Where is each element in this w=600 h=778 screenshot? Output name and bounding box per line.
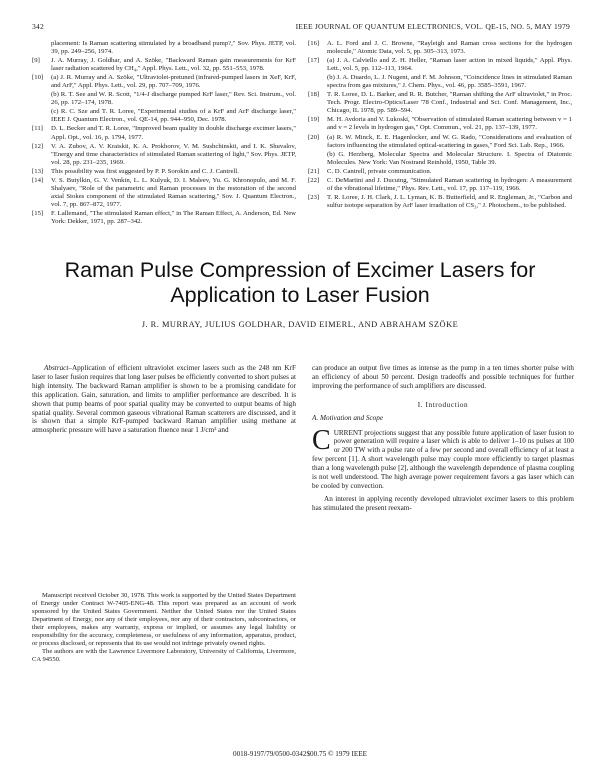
footnote-affiliation: The authors are with the Lawrence Livermore Laboratory, University of California, Livermore, CA 94550. bbox=[32, 647, 296, 663]
reference-entry bbox=[308, 168, 572, 176]
reference-text: C. D. Cantrell, private communication. bbox=[327, 167, 432, 175]
reference-text: V. A. Zubov, A. V. Kraiskii, K. A. Prokhorov, V. M. Sushchinskii, and I. K. Shuvalov, "Energy and time characteristics of stimulated Raman scattering of light," Sov. Phys. JETP, vol. 28, pp. 231–235, 1969. bbox=[51, 142, 296, 166]
title-line-2: Application to Laser Fusion bbox=[170, 283, 430, 307]
author-list: J. R. MURRAY, JULIUS GOLDHAR, DAVID EIMERL, AND ABRAHAM SZÖKE bbox=[141, 320, 459, 329]
reference-text: (a) R. W. Minck, E. E. Hagenlocker, and W. G. Rado, "Considerations and evaluation of factors influencing the stimulated optical-scattering in gases," Ford Sci. Lab. Rep., 1966. bbox=[327, 133, 572, 149]
reference-entry bbox=[32, 74, 296, 90]
reference-entry bbox=[308, 40, 572, 56]
references-left-column bbox=[32, 40, 296, 227]
reference-entry bbox=[308, 134, 572, 150]
reference-entry bbox=[32, 143, 296, 167]
reference-number: [16] bbox=[308, 40, 320, 47]
running-header bbox=[0, 22, 600, 34]
reference-text: M. H. Avdoria and V. Lukoski, "Observation of stimulated Raman scattering between v = 1 and v = 2 levels in hydrogen gas," Opt. Commun., vol. 21, pp. 137–139, 1977. bbox=[327, 116, 572, 132]
reference-number: [15] bbox=[32, 209, 44, 217]
reference-number: [21] bbox=[308, 167, 320, 175]
page-number: 342 bbox=[32, 22, 44, 31]
footnote-funding: Manuscript received October 30, 1978. This work is supported by the United States Department of Energy under Contract W-7405-ENG-48. This report was prepared as an account of work sponsored by the United States Government. Neither the United States nor the United States Department of Energy, nor any of their employees, nor any of their contractors, subcontractors, or their employees, makes any warranty, express or implied, or assumes any legal liability or responsibility for the accuracy, completeness, or usefulness of any information, apparatus, product, or process disclosed, or represents that its use would not infringe privately owned rights. bbox=[32, 592, 296, 647]
reference-entry bbox=[32, 168, 296, 176]
reference-number: [11] bbox=[32, 125, 43, 133]
reference-entry bbox=[32, 40, 296, 56]
reference-number: [9] bbox=[32, 57, 40, 65]
reference-text: This possibility was first suggested by P. P. Sorokin and C. J. Cantrell. bbox=[51, 167, 239, 175]
reference-entry bbox=[308, 91, 572, 115]
reference-text: F. Lallemand, "The stimulated Raman effect," in The Raman Effect, A. Anderson, Ed. New York: Dekker, 1971, pp. 287–342. bbox=[51, 209, 296, 225]
intro-paragraph-2: An interest in applying recently developed ultraviolet excimer lasers to this problem has stimulated the present reexam- bbox=[312, 494, 574, 512]
reference-number: [23] bbox=[308, 193, 320, 201]
reference-entry bbox=[32, 91, 296, 107]
reference-number: [13] bbox=[32, 167, 44, 175]
reference-text: placement: Is Raman scattering stimulated by a broadband pump?," Sov. Phys. JETP, vol. 39, pp. 249–256, 1974. bbox=[51, 40, 296, 56]
intro-text-1: URRENT projections suggest that any possible future application of laser fusion to power generation will require a laser which is able to deliver 1–10 ns pulses at 100 or 200 TW with a pulse rate of a few per second and overall efficiency of at least a few percent [1]. A short wavelength pulse may couple more efficiently to target plasmas than a long wavelength pulse [2], although the wavelength dependence of plasma coupling is not well understood. The high average power requirement favors a gas laser which can be cooled by convection. bbox=[312, 428, 574, 490]
journal-title: IEEE JOURNAL OF QUANTUM ELECTRONICS, VOL. QE-15, NO. 5, MAY 1979 bbox=[295, 22, 570, 31]
drop-cap: C bbox=[312, 424, 331, 456]
reference-entry bbox=[32, 210, 296, 226]
reference-entry bbox=[308, 57, 572, 73]
reference-text: (c) R. C. Sze and T. R. Loree, "Experimental studies of a KrF and ArF discharge laser," IEEE J. Quantum Electron., vol. QE-14, pp. 944–950, Dec. 1978. bbox=[51, 108, 296, 124]
section-heading-introduction: I. Introduction bbox=[417, 400, 469, 409]
reference-number: [20] bbox=[308, 133, 320, 141]
paper-title bbox=[0, 258, 600, 308]
reference-text: (a) J. A. Calviello and Z. H. Heller, "Raman laser action in mixed liquids," Appl. Phys. Lett., vol. 5, pp. 112–113, 1964. bbox=[327, 57, 572, 73]
right-text-column bbox=[312, 364, 574, 513]
abstract-text: –Application of efficient ultraviolet excimer lasers such as the 248 nm KrF laser to laser fusion requires that long laser pulses be efficiently converted to short pulses at high intensity. The backward Raman amplifier is shown to be a promising candidate for this application. Gain, saturation, and limits to amplifier performance are described. It is shown that pump beams of poor spatial quality may be converted to output beams of high spatial quality. Several common gaseous vibrational Raman scatterers are discussed, and it is shown that a simple KrF-pumped backward Raman amplifier using methane at atmospheric pressure will have a saturation fluence near 1 J/cm² and bbox=[32, 364, 296, 435]
reference-entry bbox=[308, 74, 572, 90]
intro-paragraph-1 bbox=[312, 424, 574, 491]
copyright-line: 0018-9197/79/0500-0342$00.75 © 1979 IEEE bbox=[232, 750, 368, 758]
reference-number: [10] bbox=[32, 74, 44, 82]
reference-number: [12] bbox=[32, 142, 44, 150]
abstract-continuation: can produce an output five times as intense as the pump in a ten times shorter pulse with an efficiency of about 50 percent. Design tradeoffs and possible techniques for further improving the performance of such amplifiers are discussed. bbox=[312, 364, 574, 390]
reference-text: T. R. Loree, J. H. Clark, J. L. Lyman, K. B. Butterfield, and R. Engleman, Jr., "Carbon and sulfur isotope separation by ArF laser irradiation of CS₂," J. Photochem., to be published. bbox=[327, 193, 572, 209]
reference-text: (b) J. A. Duardo, L. J. Nugent, and F. M. Johnson, "Coincidence lines in stimulated Raman spectra from gas mixtures," J. Chem. Phys., vol. 46, pp. 3585–3591, 1967. bbox=[327, 74, 572, 90]
title-line-1: Raman Pulse Compression of Excimer Lasers for bbox=[64, 258, 536, 282]
reference-text: V. S. Butylkin, G. V. Venkin, L. L. Kulyuk, D. I. Maleev, Yu. G. Khronopulo, and M. F. Shalyaev, "Role of the parametric and Raman processes in the restoration of the second axial Stokes component of the stimulated Raman scattering," Sov. J. Quantum Electron., vol. 7, pp. 867–872, 1977. bbox=[51, 176, 296, 208]
reference-entry bbox=[32, 125, 296, 141]
reference-number: [19] bbox=[308, 116, 320, 124]
reference-number: [22] bbox=[308, 176, 320, 184]
reference-text: (b) R. T. See and W. R. Scott, "1/4-J discharge pumped KrF laser," Rev. Sci. Instrum., vol. 26, pp. 172–174, 1978. bbox=[51, 91, 296, 107]
reference-text: (b) G. Herzberg, Molecular Spectra and Molecular Structure. I. Spectra of Diatomic Molecules. New York: Van Nostrand Reinhold, 1950, Table 39. bbox=[327, 150, 572, 166]
reference-text: (a) J. R. Murray and A. Szöke, "Ultraviolet-pretuned (infrared-pumped lasers in XeF, KrF, and ArF," Appl. Phys. Lett., vol. 29, pp. 707–709, 1976. bbox=[51, 74, 296, 90]
reference-entry bbox=[308, 151, 572, 167]
reference-entry bbox=[32, 177, 296, 209]
reference-text: T. R. Loree, D. L. Barker, and R. R. Butcher, "Raman shifting the ArF ultraviolet," in Proc. Tech. Progr. Electro-Optics/Laser '78 Conf., Industrial and Sci. Conf. Management, Inc., Chicago, IL 1978, pp. 589–594. bbox=[327, 91, 572, 115]
abstract-column bbox=[32, 364, 296, 435]
reference-entry bbox=[308, 194, 572, 210]
reference-number: [17] bbox=[308, 57, 320, 65]
reference-entry bbox=[308, 116, 572, 132]
reference-entry bbox=[32, 57, 296, 73]
abstract-label: Abstract bbox=[44, 364, 69, 372]
abstract-paragraph bbox=[32, 364, 296, 435]
subsection-heading: A. Motivation and Scope bbox=[312, 413, 384, 422]
reference-entry bbox=[308, 177, 572, 193]
reference-text: C. DeMartini and J. Ducuing, "Stimulated Raman scattering in hydrogen: A measurement of the vibrational lifetime," Phys. Rev. Lett., vol. 17, pp. 117–119, 1966. bbox=[327, 176, 572, 192]
reference-text: A. L. Ford and J. C. Browne, "Rayleigh and Raman cross sections for the hydrogen molecule," Atomic Data, vol. 5, pp. 305–313, 1973. bbox=[327, 40, 572, 56]
footnote bbox=[32, 592, 296, 664]
reference-number: [14] bbox=[32, 176, 44, 184]
reference-text: J. A. Murray, J. Goldhar, and A. Szöke, "Backward Raman gain measurements for KrF laser radiation scattered by CH₄," Appl. Phys. Lett., vol. 32, pp. 551–553, 1978. bbox=[51, 57, 296, 73]
references-right-column bbox=[308, 40, 572, 211]
reference-entry bbox=[32, 108, 296, 124]
reference-number: [18] bbox=[308, 91, 320, 99]
reference-text: D. L. Becker and T. R. Loree, "Improved beam quality in double discharge excimer lasers," Appl. Opt., vol. 16, p. 1794, 1977. bbox=[51, 125, 296, 141]
